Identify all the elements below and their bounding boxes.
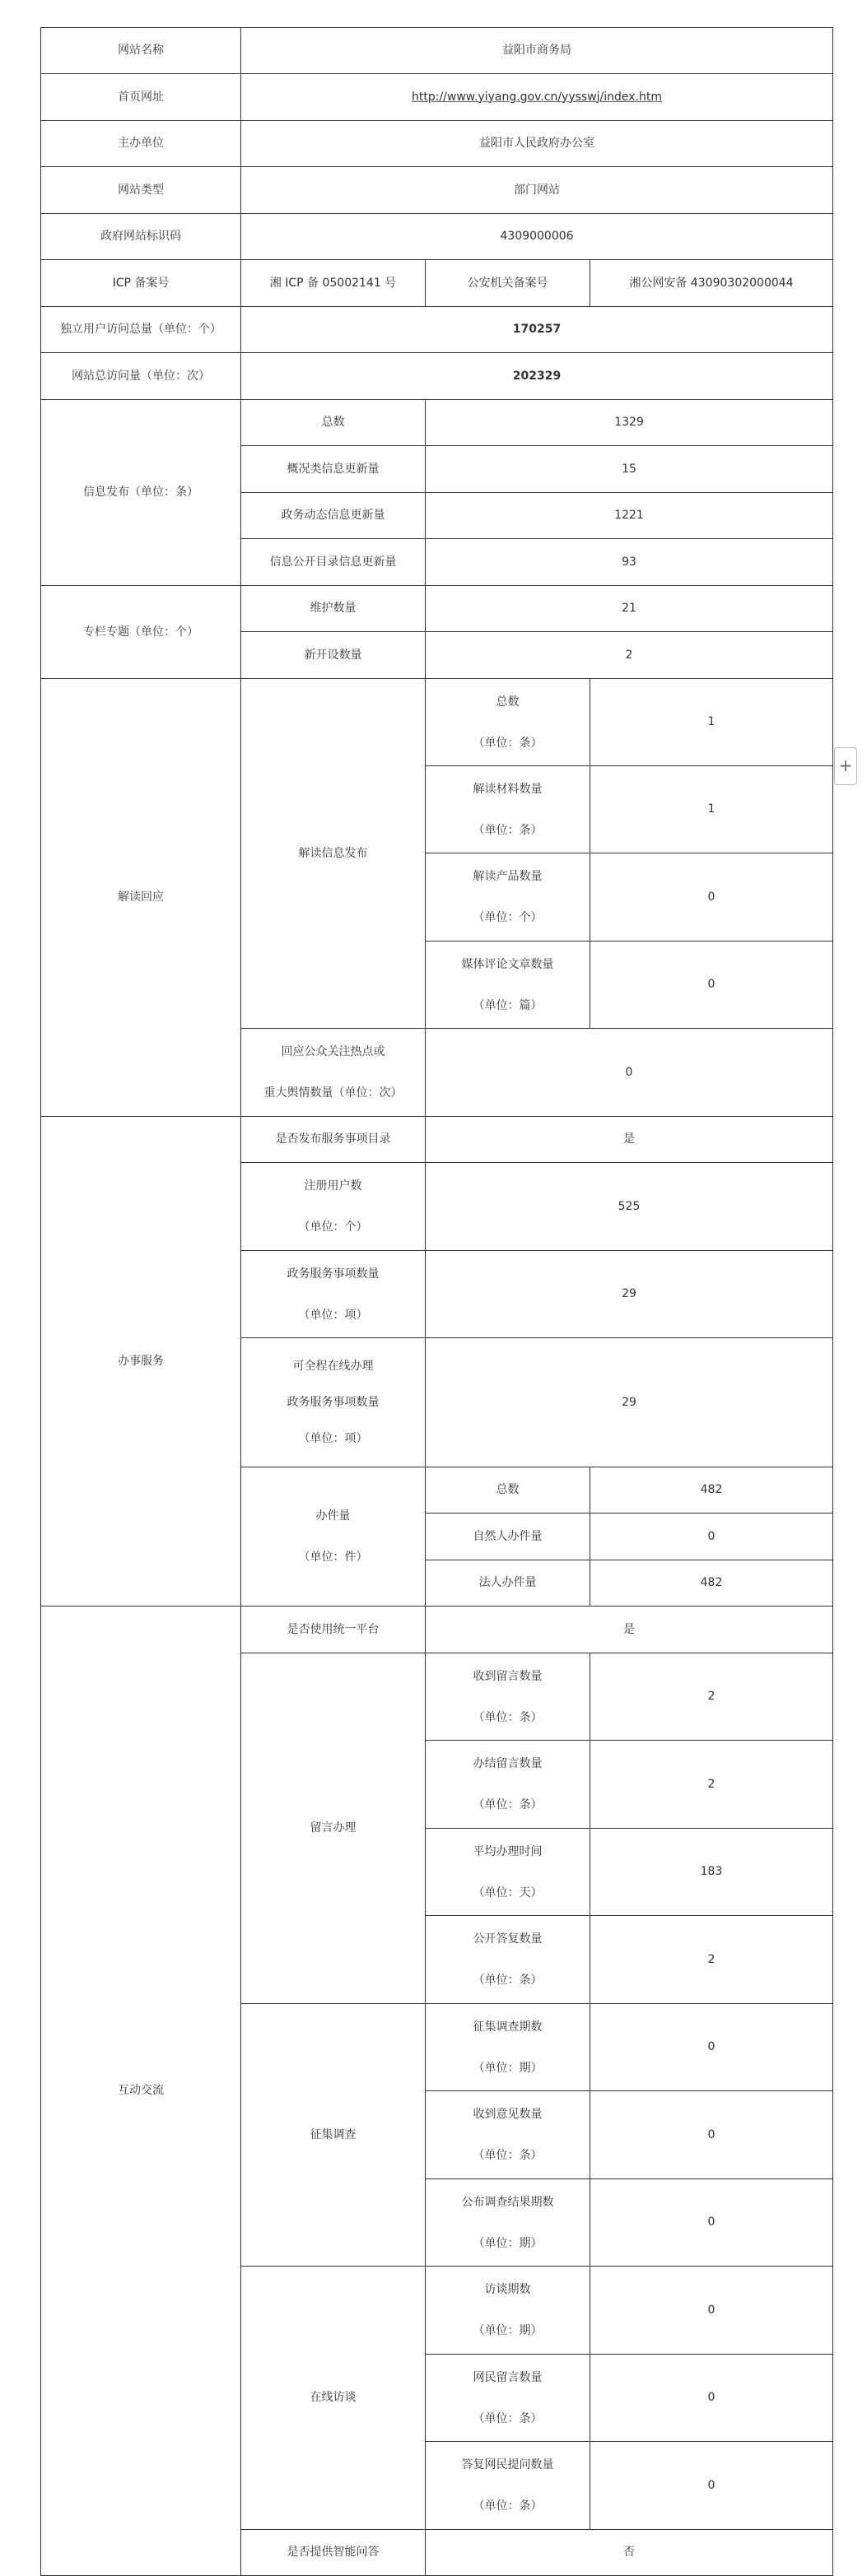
value-survey-results: 0 bbox=[590, 2179, 833, 2267]
label-interpret-material-l1: 解读材料数量 bbox=[473, 782, 543, 796]
label-info-news: 政务动态信息更新量 bbox=[241, 493, 426, 539]
label-service-volume-l1: 办件量 bbox=[315, 1509, 351, 1523]
label-volume-person: 自然人办件量 bbox=[426, 1514, 590, 1560]
row-unique-visitors bbox=[41, 307, 833, 353]
label-volume-total: 总数 bbox=[426, 1467, 590, 1514]
plus-icon[interactable]: + bbox=[834, 747, 857, 785]
label-interpret-media-l2: （单位：篇） bbox=[473, 998, 543, 1012]
row-page-views bbox=[41, 353, 833, 400]
label-service-users bbox=[241, 1163, 426, 1251]
value-service-catalog: 是 bbox=[426, 1117, 833, 1163]
label-unique-visitors: 独立用户访问总量（单位：个） bbox=[41, 307, 241, 353]
label-service-items-l1: 政务服务事项数量 bbox=[287, 1267, 380, 1281]
value-msg-public: 2 bbox=[590, 1916, 833, 2004]
label-service-users-l2: （单位：个） bbox=[298, 1221, 368, 1234]
label-topic-maintain: 维护数量 bbox=[241, 586, 426, 632]
label-service-online bbox=[241, 1338, 426, 1467]
label-msg-avg-time bbox=[426, 1829, 590, 1916]
row-host bbox=[41, 121, 833, 167]
label-smart-qa: 是否提供智能问答 bbox=[241, 2530, 426, 2576]
label-msg-received-l1: 收到留言数量 bbox=[473, 1669, 543, 1683]
label-msg-done bbox=[426, 1741, 590, 1829]
label-survey-opinions-l1: 收到意见数量 bbox=[473, 2108, 543, 2121]
label-online-talk: 在线访谈 bbox=[241, 2267, 426, 2530]
value-icp: 湘 ICP 备 05002141 号 bbox=[241, 260, 426, 307]
label-interpret-total-l1: 总数 bbox=[496, 695, 520, 709]
label-talk-msgs-l1: 网民留言数量 bbox=[473, 2370, 543, 2384]
label-home-url: 首页网址 bbox=[41, 74, 241, 121]
label-msg-avg-time-l1: 平均办理时间 bbox=[473, 1844, 543, 1858]
label-service-volume-l2: （单位：件） bbox=[298, 1551, 368, 1564]
value-police-record: 湘公网安备 43090302000044 bbox=[590, 260, 833, 307]
value-topic-maintain: 21 bbox=[426, 586, 833, 632]
row-info-total bbox=[41, 400, 833, 446]
value-service-users: 525 bbox=[426, 1163, 833, 1251]
value-service-items: 29 bbox=[426, 1251, 833, 1338]
value-volume-person: 0 bbox=[590, 1514, 833, 1560]
label-talk-answers-l2: （单位：条） bbox=[473, 2499, 543, 2513]
label-talk-answers-l1: 答复网民提问数量 bbox=[461, 2458, 554, 2471]
website-annual-report-table bbox=[40, 27, 833, 2576]
label-msg-public bbox=[426, 1916, 590, 2004]
label-interpret-publish: 解读信息发布 bbox=[241, 679, 426, 1029]
row-site-name bbox=[41, 28, 833, 74]
label-survey: 征集调查 bbox=[241, 2004, 426, 2267]
value-msg-received: 2 bbox=[590, 1653, 833, 1741]
label-msg-public-l1: 公开答复数量 bbox=[473, 1932, 543, 1946]
label-talk-periods bbox=[426, 2267, 590, 2355]
label-interpret-product-l2: （单位：个） bbox=[473, 911, 543, 924]
label-interpret-respond-l1: 回应公众关注热点或 bbox=[281, 1045, 385, 1058]
value-interpret-total: 1 bbox=[590, 679, 833, 766]
value-platform: 是 bbox=[426, 1607, 833, 1653]
label-service-users-l1: 注册用户数 bbox=[304, 1179, 362, 1193]
value-interpret-product: 0 bbox=[590, 853, 833, 942]
label-interpret-media bbox=[426, 942, 590, 1029]
row-icp bbox=[41, 260, 833, 307]
value-msg-done: 2 bbox=[590, 1741, 833, 1829]
value-home-url-cell bbox=[241, 74, 833, 121]
label-police-record: 公安机关备案号 bbox=[426, 260, 590, 307]
value-talk-answers: 0 bbox=[590, 2442, 833, 2530]
value-service-online: 29 bbox=[426, 1338, 833, 1467]
label-page-views: 网站总访问量（单位：次） bbox=[41, 353, 241, 400]
value-unique-visitors: 170257 bbox=[241, 307, 833, 353]
label-survey-results-l2: （单位：期） bbox=[473, 2236, 543, 2250]
label-talk-periods-l1: 访谈期数 bbox=[484, 2283, 531, 2296]
value-volume-legal: 482 bbox=[590, 1560, 833, 1607]
label-info-catalog: 信息公开目录信息更新量 bbox=[241, 539, 426, 586]
value-volume-total: 482 bbox=[590, 1467, 833, 1514]
label-survey-periods-l2: （单位：期） bbox=[473, 2061, 543, 2075]
label-interpret-material bbox=[426, 766, 590, 853]
value-page-views: 202329 bbox=[241, 353, 833, 400]
home-url-link[interactable]: http://www.yiyang.gov.cn/yysswj/index.htm bbox=[412, 90, 663, 104]
label-interpret-total bbox=[426, 679, 590, 766]
label-interpret-media-l1: 媒体评论文章数量 bbox=[461, 957, 554, 971]
label-service-online-l1: 可全程在线办理 bbox=[292, 1360, 374, 1373]
value-info-overview: 15 bbox=[426, 446, 833, 493]
label-interpret-total-l2: （单位：条） bbox=[473, 736, 543, 750]
label-talk-msgs bbox=[426, 2355, 590, 2442]
value-survey-periods: 0 bbox=[590, 2004, 833, 2091]
label-interpret-respond bbox=[241, 1029, 426, 1117]
label-msg-received-l2: （单位：条） bbox=[473, 1710, 543, 1724]
section-interaction: 互动交流 bbox=[41, 1607, 241, 2576]
label-service-online-l2: 政务服务事项数量 bbox=[287, 1396, 380, 1409]
label-site-name: 网站名称 bbox=[41, 28, 241, 74]
row-topic-maintain bbox=[41, 586, 833, 632]
section-topics: 专栏专题（单位：个） bbox=[41, 586, 241, 679]
label-volume-legal: 法人办件量 bbox=[426, 1560, 590, 1607]
label-service-items-l2: （单位：项） bbox=[298, 1308, 368, 1322]
label-msg-done-l1: 办结留言数量 bbox=[473, 1757, 543, 1770]
label-survey-results bbox=[426, 2179, 590, 2267]
row-site-type bbox=[41, 167, 833, 214]
label-talk-periods-l2: （单位：期） bbox=[473, 2324, 543, 2337]
label-service-items bbox=[241, 1251, 426, 1338]
label-msg-public-l2: （单位：条） bbox=[473, 1974, 543, 1987]
label-platform: 是否使用统一平台 bbox=[241, 1607, 426, 1653]
value-site-code: 4309000006 bbox=[241, 214, 833, 260]
value-interpret-respond: 0 bbox=[426, 1029, 833, 1117]
section-interpret: 解读回应 bbox=[41, 679, 241, 1117]
label-service-volume bbox=[241, 1467, 426, 1607]
value-topic-new: 2 bbox=[426, 632, 833, 679]
value-talk-msgs: 0 bbox=[590, 2355, 833, 2442]
label-msg-received bbox=[426, 1653, 590, 1741]
label-info-overview: 概况类信息更新量 bbox=[241, 446, 426, 493]
value-info-catalog: 93 bbox=[426, 539, 833, 586]
value-smart-qa: 否 bbox=[426, 2530, 833, 2576]
value-info-news: 1221 bbox=[426, 493, 833, 539]
label-topic-new: 新开设数量 bbox=[241, 632, 426, 679]
value-interpret-media: 0 bbox=[590, 942, 833, 1029]
label-msg-done-l2: （单位：条） bbox=[473, 1798, 543, 1811]
label-interpret-material-l2: （单位：条） bbox=[473, 823, 543, 837]
value-talk-periods: 0 bbox=[590, 2267, 833, 2355]
row-interpret-total bbox=[41, 679, 833, 766]
value-host: 益阳市人民政府办公室 bbox=[241, 121, 833, 167]
label-service-online-l3: （单位：项） bbox=[298, 1432, 368, 1445]
row-site-code bbox=[41, 214, 833, 260]
label-interpret-product bbox=[426, 853, 590, 942]
label-survey-results-l1: 公布调查结果期数 bbox=[461, 2195, 554, 2209]
value-info-total: 1329 bbox=[426, 400, 833, 446]
label-survey-opinions bbox=[426, 2091, 590, 2179]
label-host: 主办单位 bbox=[41, 121, 241, 167]
value-interpret-material: 1 bbox=[590, 766, 833, 853]
row-home-url bbox=[41, 74, 833, 121]
label-interpret-product-l1: 解读产品数量 bbox=[473, 870, 543, 883]
label-info-total: 总数 bbox=[241, 400, 426, 446]
label-icp: ICP 备案号 bbox=[41, 260, 241, 307]
section-service: 办事服务 bbox=[41, 1117, 241, 1607]
value-survey-opinions: 0 bbox=[590, 2091, 833, 2179]
value-msg-avg-time: 183 bbox=[590, 1829, 833, 1916]
label-message-handling: 留言办理 bbox=[241, 1653, 426, 2004]
label-service-catalog: 是否发布服务事项目录 bbox=[241, 1117, 426, 1163]
section-info-publish: 信息发布（单位：条） bbox=[41, 400, 241, 586]
value-site-name: 益阳市商务局 bbox=[241, 28, 833, 74]
label-talk-msgs-l2: （单位：条） bbox=[473, 2411, 543, 2425]
label-survey-periods bbox=[426, 2004, 590, 2091]
label-talk-answers bbox=[426, 2442, 590, 2530]
label-site-code: 政府网站标识码 bbox=[41, 214, 241, 260]
label-site-type: 网站类型 bbox=[41, 167, 241, 214]
label-interpret-respond-l2: 重大舆情数量（单位：次） bbox=[263, 1086, 403, 1100]
value-site-type: 部门网站 bbox=[241, 167, 833, 214]
label-msg-avg-time-l2: （单位：天） bbox=[473, 1886, 543, 1899]
row-platform bbox=[41, 1607, 833, 1653]
label-survey-opinions-l2: （单位：条） bbox=[473, 2149, 543, 2162]
label-survey-periods-l1: 征集调查期数 bbox=[473, 2020, 543, 2034]
row-service-catalog bbox=[41, 1117, 833, 1163]
